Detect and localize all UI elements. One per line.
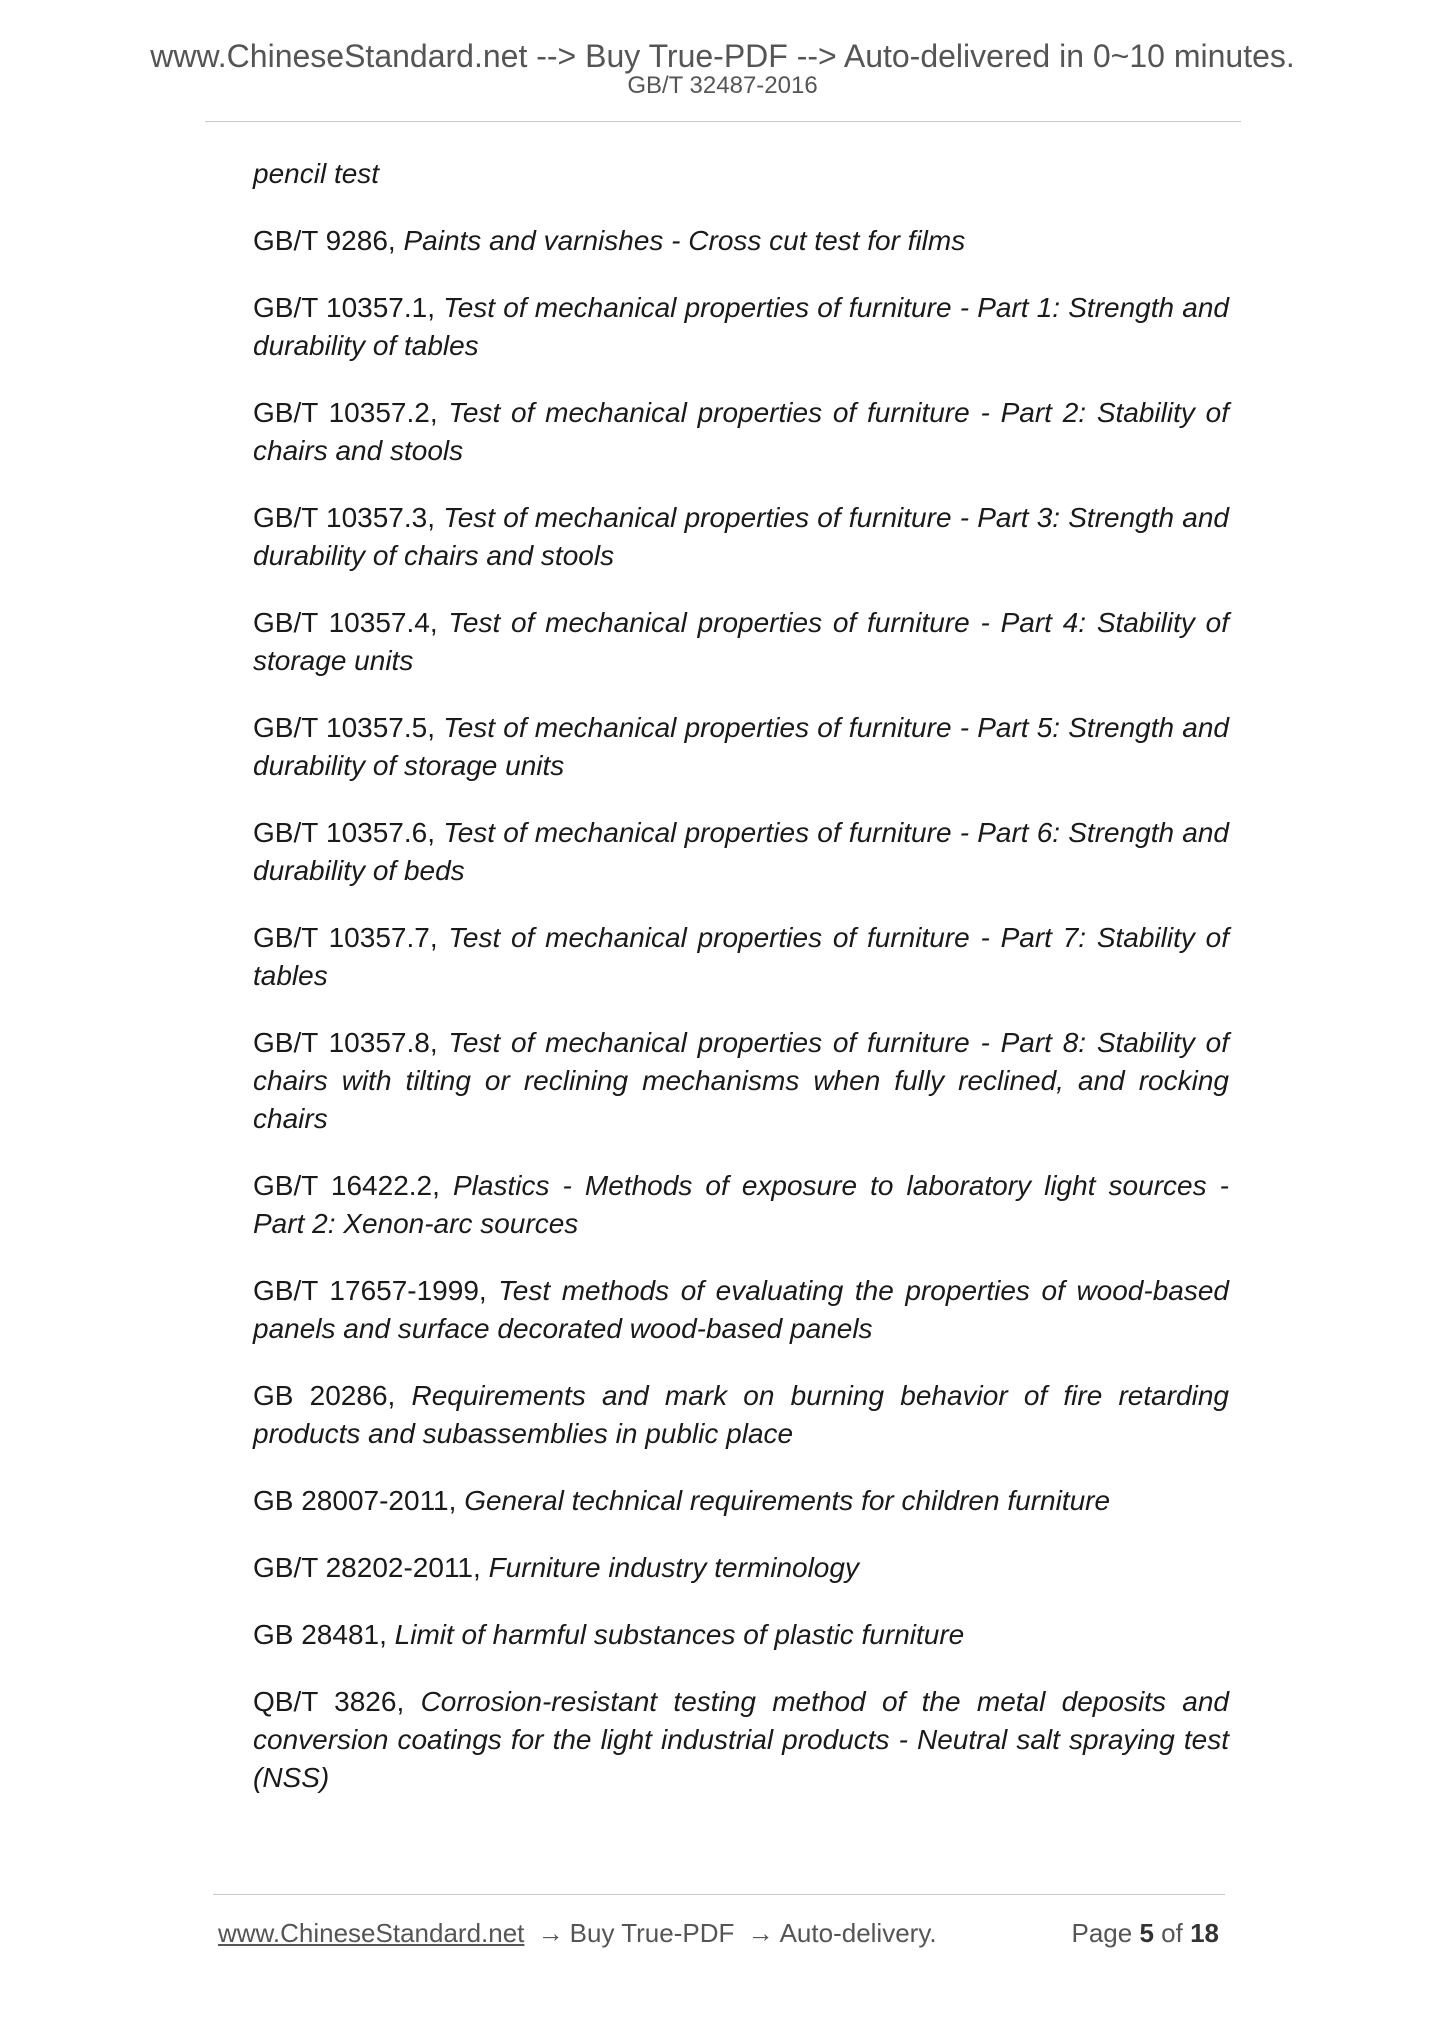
reference-item bbox=[253, 155, 1229, 193]
reference-code: GB 28007-2011, bbox=[253, 1485, 465, 1516]
reference-code: GB/T 10357.7, bbox=[253, 922, 449, 953]
reference-list bbox=[253, 155, 1229, 1826]
reference-title: Test methods of evaluating the properties of wood-based panels and surface decorated wood-based panels bbox=[253, 1275, 1229, 1344]
reference-item bbox=[253, 1482, 1229, 1520]
page-footer bbox=[218, 1917, 1223, 1949]
reference-code: GB/T 10357.6, bbox=[253, 817, 444, 848]
reference-code: GB/T 10357.2, bbox=[253, 397, 449, 428]
reference-code: GB/T 17657-1999, bbox=[253, 1275, 499, 1306]
reference-code: GB/T 28202-2011, bbox=[253, 1552, 489, 1583]
reference-item bbox=[253, 709, 1229, 785]
reference-item bbox=[253, 1549, 1229, 1587]
reference-item bbox=[253, 222, 1229, 260]
reference-code: GB/T 16422.2, bbox=[253, 1170, 453, 1201]
reference-item bbox=[253, 1024, 1229, 1138]
auto-delivery-text: Auto-delivery. bbox=[779, 1918, 937, 1948]
reference-title: Test of mechanical properties of furniture - Part 2: Stability of chairs and stools bbox=[253, 397, 1229, 466]
reference-code: GB/T 10357.4, bbox=[253, 607, 449, 638]
reference-title: General technical requirements for children furniture bbox=[464, 1485, 1111, 1516]
reference-code: GB/T 10357.1, bbox=[253, 292, 444, 323]
reference-title: Paints and varnishes - Cross cut test for films bbox=[403, 225, 966, 256]
reference-title: Plastics - Methods of exposure to laboratory light sources - Part 2: Xenon-arc sources bbox=[253, 1170, 1229, 1239]
reference-title: Furniture industry terminology bbox=[488, 1552, 859, 1583]
reference-title: Test of mechanical properties of furniture - Part 7: Stability of tables bbox=[253, 922, 1229, 991]
reference-title: Test of mechanical properties of furniture - Part 3: Strength and durability of chairs and stools bbox=[253, 502, 1229, 571]
reference-code: GB 28481, bbox=[253, 1619, 395, 1650]
reference-item bbox=[253, 814, 1229, 890]
page-label: Page bbox=[1071, 1918, 1133, 1948]
reference-item bbox=[253, 394, 1229, 470]
buy-true-pdf-text: Buy True-PDF bbox=[569, 1918, 735, 1948]
reference-code: GB/T 10357.5, bbox=[253, 712, 444, 743]
reference-title: Requirements and mark on burning behavior of fire retarding products and subassemblies in public place bbox=[253, 1380, 1229, 1449]
reference-item bbox=[253, 1616, 1229, 1654]
page-indicator bbox=[1071, 1917, 1219, 1949]
reference-item bbox=[253, 289, 1229, 365]
reference-title: Test of mechanical properties of furniture - Part 1: Strength and durability of tables bbox=[253, 292, 1229, 361]
top-banner: www.ChineseStandard.net --> Buy True-PDF --> Auto-delivered in 0~10 minutes. bbox=[150, 38, 1295, 74]
reference-title: Test of mechanical properties of furniture - Part 6: Strength and durability of beds bbox=[253, 817, 1229, 886]
reference-code: GB/T 10357.3, bbox=[253, 502, 444, 533]
reference-code: GB/T 10357.8, bbox=[253, 1027, 449, 1058]
reference-item bbox=[253, 499, 1229, 575]
chinesestandard-link[interactable]: www.ChineseStandard.net bbox=[218, 1918, 525, 1948]
arrow-right-icon: → bbox=[747, 1918, 774, 1948]
reference-code: GB 20286, bbox=[253, 1380, 412, 1411]
reference-item bbox=[253, 1683, 1229, 1797]
reference-title: Test of mechanical properties of furniture - Part 5: Strength and durability of storage units bbox=[253, 712, 1229, 781]
reference-item bbox=[253, 1272, 1229, 1348]
of-label: of bbox=[1161, 1918, 1183, 1948]
reference-title: pencil test bbox=[253, 158, 380, 189]
reference-title: Limit of harmful substances of plastic furniture bbox=[394, 1619, 965, 1650]
reference-item bbox=[253, 1377, 1229, 1453]
reference-item bbox=[253, 919, 1229, 995]
document-code: GB/T 32487-2016 bbox=[627, 72, 818, 99]
footer-divider bbox=[213, 1894, 1225, 1895]
reference-title: Test of mechanical properties of furniture - Part 8: Stability of chairs with tilting or reclining mechanisms when fully reclined, and rocking chairs bbox=[253, 1027, 1229, 1134]
page-total: 18 bbox=[1190, 1918, 1219, 1948]
reference-title: Corrosion-resistant testing method of the metal deposits and conversion coatings for the light industrial products - Neutral salt spraying test (NSS) bbox=[253, 1686, 1229, 1793]
header-divider bbox=[205, 121, 1241, 122]
arrow-right-icon: → bbox=[537, 1918, 564, 1948]
reference-title: Test of mechanical properties of furniture - Part 4: Stability of storage units bbox=[253, 607, 1229, 676]
reference-item bbox=[253, 1167, 1229, 1243]
reference-code: QB/T 3826, bbox=[253, 1686, 421, 1717]
reference-code: GB/T 9286, bbox=[253, 225, 404, 256]
page-number: 5 bbox=[1139, 1918, 1154, 1948]
reference-item bbox=[253, 604, 1229, 680]
